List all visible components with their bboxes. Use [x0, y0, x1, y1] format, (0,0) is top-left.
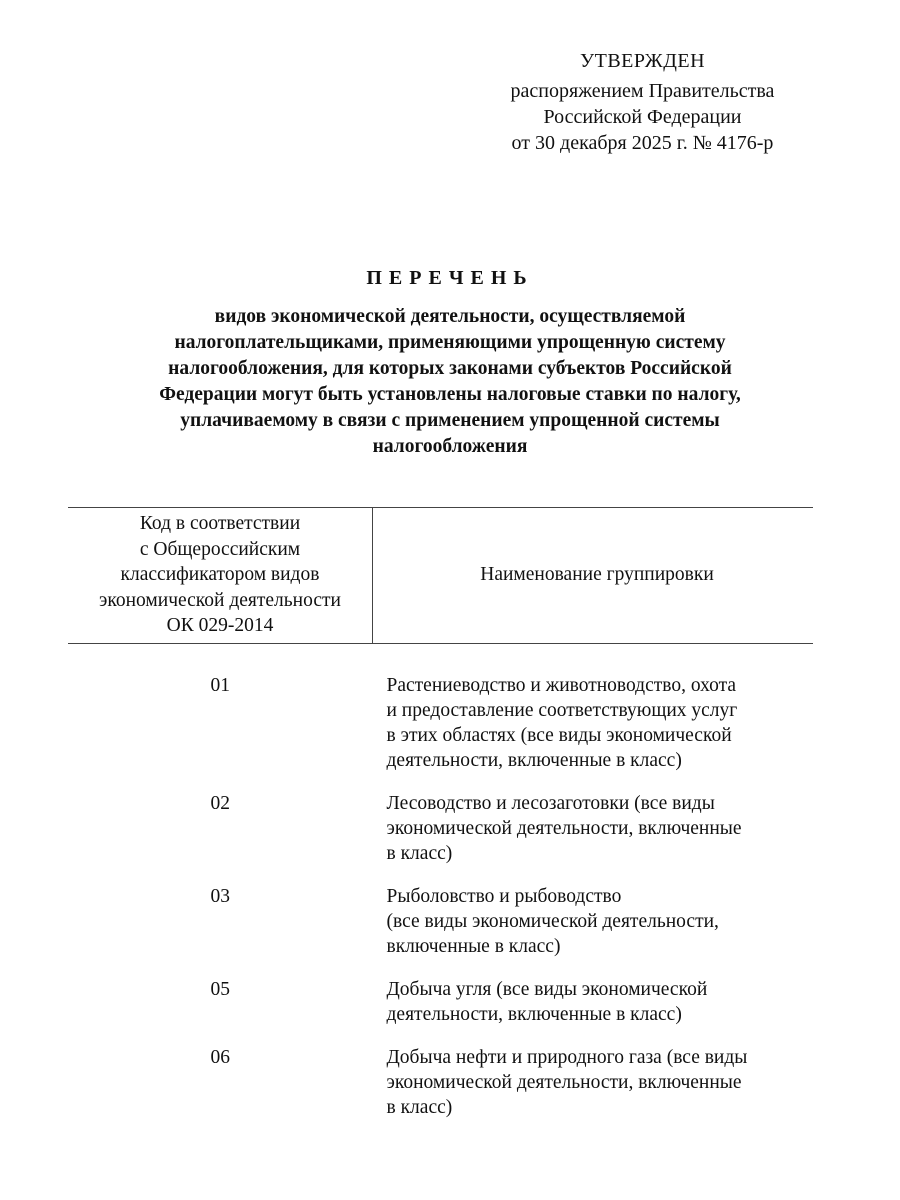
name-line: включенные в класс) [386, 935, 561, 957]
name-line: и предоставление соответствующих услуг [386, 699, 738, 721]
header-code-line: с Общероссийским [139, 538, 301, 560]
table-row [68, 643, 813, 791]
subtitle-line: Федерации могут быть установлены налоговые ставки по налогу, [159, 384, 741, 405]
name-line: экономической деятельности, включенные [386, 1071, 742, 1093]
activity-code: 02 [210, 792, 230, 814]
header-code-line: классификатором видов [120, 564, 320, 585]
name-cell [373, 643, 814, 791]
name-line: Добыча нефти и природного газа (все виды [386, 1046, 748, 1068]
approval-line: распоряжением Правительства [510, 80, 775, 102]
name-line: в класс) [386, 1096, 453, 1118]
name-cell [373, 884, 814, 977]
approval-word: УТВЕРЖДЕН [579, 50, 706, 72]
approval-line: Российской Федерации [543, 106, 742, 128]
name-line: (все виды экономической деятельности, [386, 910, 719, 932]
subtitle-line: налогообложения, для которых законами субъектов Российской [168, 358, 732, 379]
name-line: деятельности, включенные в класс) [386, 749, 682, 771]
name-line: Лесоводство и лесозаготовки (все виды [386, 792, 715, 814]
title-block [60, 264, 840, 460]
name-cell [373, 1045, 814, 1138]
header-code-line: экономической деятельности [99, 589, 341, 611]
table-header-row [68, 508, 813, 644]
name-line: Рыболовство и рыбоводство [386, 885, 622, 907]
subtitle-line: уплачиваемому в связи с применением упрощенной системы [180, 410, 720, 431]
table-row [68, 884, 813, 977]
code-cell [68, 884, 373, 977]
code-cell [68, 643, 373, 791]
name-cell [373, 977, 814, 1045]
document-subtitle [90, 304, 810, 460]
activity-table [68, 507, 813, 1138]
name-line: Добыча угля (все виды экономической [386, 978, 708, 1000]
activity-code: 01 [210, 674, 230, 696]
name-line: экономической деятельности, включенные [386, 817, 742, 839]
approval-date: от 30 декабря 2025 г. № 4176-р [511, 132, 774, 154]
code-cell [68, 1045, 373, 1138]
code-cell [68, 791, 373, 884]
activity-code: 05 [210, 978, 230, 1000]
name-line: в класс) [386, 842, 453, 864]
table-row [68, 977, 813, 1045]
name-line: в этих областях (все виды экономической [386, 724, 732, 746]
activity-code: 06 [210, 1046, 230, 1068]
header-code-line: ОК 029-2014 [166, 615, 274, 636]
name-line: Растениеводство и животноводство, охота [386, 674, 737, 696]
subtitle-line: видов экономической деятельности, осуществляемой [214, 306, 686, 327]
name-cell [373, 791, 814, 884]
name-line: деятельности, включенные в класс) [386, 1003, 682, 1025]
subtitle-line: налогоплательщиками, применяющими упрощенную систему [174, 332, 726, 353]
table-row [68, 791, 813, 884]
subtitle-line: налогообложения [372, 436, 528, 457]
table-row [68, 1045, 813, 1138]
header-name-cell: Наименование группировки [373, 508, 814, 644]
activity-code: 03 [210, 885, 230, 907]
document-title: ПЕРЕЧЕНЬ [366, 267, 534, 289]
approval-block [470, 48, 815, 156]
header-code-line: Код в соответствии [139, 513, 301, 534]
code-cell [68, 977, 373, 1045]
header-code-cell [68, 508, 373, 644]
